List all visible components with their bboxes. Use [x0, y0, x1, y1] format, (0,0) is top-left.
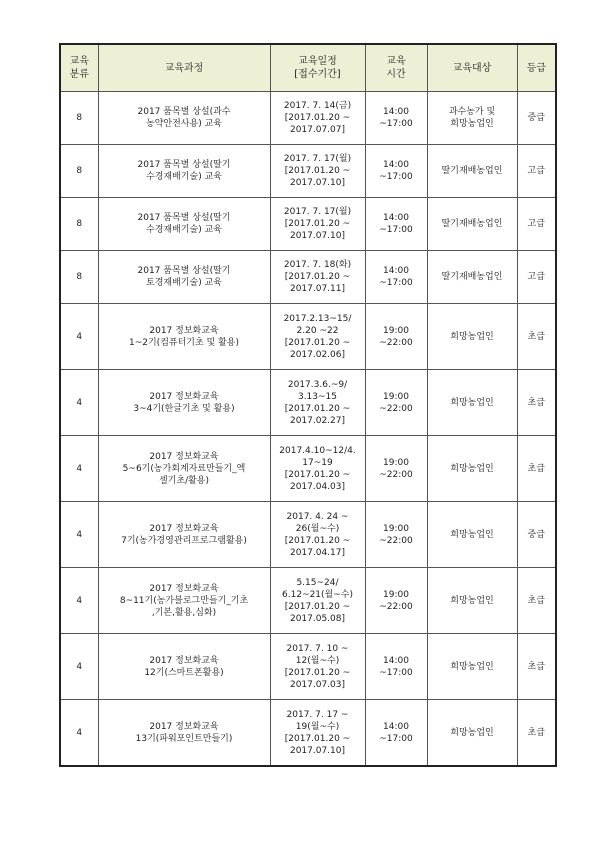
cell-time-line: 19:00: [383, 523, 409, 534]
table-row: [60, 568, 556, 634]
cell-schedule-line: 2017.07.10]: [289, 231, 346, 241]
cell-level: 고급: [517, 145, 556, 198]
cell-schedule-line: 2017.04.17]: [289, 547, 346, 558]
cell-level: 고급: [517, 198, 556, 251]
cell-course-line: 2017 정보화교육: [149, 391, 219, 402]
cell-target: [427, 198, 517, 251]
cell-schedule-line: 2017.2.13~15/: [283, 313, 352, 324]
cell-schedule: [270, 502, 365, 568]
cell-course-line: 2017 품목별 상설(딸기: [137, 213, 231, 223]
header-time: 교육 시간: [365, 44, 427, 92]
cell-time-line: ~17:00: [379, 225, 413, 235]
cell-level: 초급: [517, 304, 556, 370]
cell-time: [365, 370, 427, 436]
cell-schedule-line: 2017.07.10]: [289, 745, 346, 756]
table-row: [60, 700, 556, 767]
cell-schedule: [270, 436, 365, 502]
cell-category: 4: [60, 304, 98, 370]
cell-schedule-line: 2017.02.06]: [289, 349, 346, 360]
cell-time-line: ~22:00: [379, 337, 413, 348]
cell-level: 중급: [517, 92, 556, 145]
cell-category: 8: [60, 198, 98, 251]
cell-schedule: [270, 198, 365, 251]
cell-target-line: 희망농업인: [450, 397, 494, 408]
cell-level: 초급: [517, 634, 556, 700]
cell-schedule-line: [2017.01.20 ~: [284, 166, 351, 176]
cell-schedule-line: 2017.04.03]: [289, 481, 346, 492]
cell-level: 초급: [517, 436, 556, 502]
cell-category: 4: [60, 700, 98, 767]
cell-schedule-line: [2017.01.20 ~: [284, 403, 351, 414]
cell-target-line: 딸기재배농업인: [441, 219, 503, 229]
cell-time: [365, 568, 427, 634]
cell-course-line: 2017 품목별 상설(딸기: [137, 160, 231, 170]
cell-schedule-line: [2017.01.20 ~: [284, 601, 351, 612]
cell-target: [427, 634, 517, 700]
cell-category: 4: [60, 634, 98, 700]
cell-schedule-line: 2017. 7. 18(화): [283, 260, 352, 270]
cell-category: 4: [60, 436, 98, 502]
cell-course-line: 13기(파워포인트만들기): [135, 733, 233, 744]
table-row: [60, 198, 556, 251]
cell-course-line: 8~11기(농가블로그만들기_기초: [119, 595, 249, 606]
cell-course-line: 수경재배기술) 교육: [146, 225, 222, 235]
cell-schedule-line: 6.12~21(월~수): [282, 589, 353, 600]
cell-course: [98, 92, 270, 145]
cell-level: 초급: [517, 700, 556, 767]
cell-schedule-line: 2.20 ~22: [296, 325, 339, 336]
cell-time-line: ~22:00: [379, 469, 413, 480]
header-row: [60, 44, 556, 92]
cell-target-line: 딸기재배농업인: [441, 166, 503, 176]
cell-course-line: 2017 품목별 상설(딸기: [137, 266, 231, 276]
cell-schedule: [270, 304, 365, 370]
cell-target: [427, 92, 517, 145]
header-target: 교육대상: [427, 44, 517, 92]
cell-schedule-line: 12(월~수): [295, 655, 340, 666]
cell-course-line: 2017 정보화교육: [149, 325, 219, 336]
cell-time-line: ~17:00: [379, 119, 413, 129]
cell-time-line: 19:00: [383, 457, 409, 468]
cell-target: [427, 700, 517, 767]
cell-time-line: 14:00: [383, 655, 409, 666]
cell-schedule-line: 2017.02.27]: [289, 415, 346, 426]
cell-level: 초급: [517, 568, 556, 634]
cell-time-line: 19:00: [383, 589, 409, 600]
cell-time-line: 14:00: [383, 266, 409, 276]
cell-course-line: 2017 정보화교육: [149, 721, 219, 732]
table-row: [60, 436, 556, 502]
cell-time: [365, 251, 427, 304]
cell-schedule: [270, 700, 365, 767]
cell-schedule-line: [2017.01.20 ~: [284, 113, 351, 123]
cell-time-line: ~17:00: [379, 733, 413, 744]
cell-level: 초급: [517, 370, 556, 436]
cell-schedule-line: [2017.01.20 ~: [284, 337, 351, 348]
cell-schedule-line: [2017.01.20 ~: [284, 667, 351, 678]
cell-course-line: 5~6기(농가회계자료만들기_엑: [122, 463, 246, 474]
cell-course-line: 2017 정보화교육: [149, 523, 219, 534]
table-row: [60, 251, 556, 304]
cell-time: [365, 634, 427, 700]
header-level: 등급: [517, 44, 556, 92]
cell-schedule: [270, 370, 365, 436]
cell-course: [98, 370, 270, 436]
cell-time: [365, 436, 427, 502]
cell-schedule-line: 2017.07.07]: [289, 125, 346, 135]
cell-schedule-line: 2017.3.6.~9/: [287, 379, 348, 390]
cell-time-line: 14:00: [383, 213, 409, 223]
cell-time: [365, 92, 427, 145]
cell-course: [98, 304, 270, 370]
cell-course: [98, 251, 270, 304]
cell-category: 4: [60, 502, 98, 568]
cell-time-line: ~22:00: [379, 535, 413, 546]
cell-course-line: 수경재배기술) 교육: [146, 172, 222, 182]
education-schedule-page: [59, 43, 555, 767]
cell-course-line: 2017 정보화교육: [149, 451, 219, 462]
cell-target-line: 과수농가 및: [448, 107, 496, 117]
cell-target: [427, 370, 517, 436]
cell-target-line: 희망농업인: [450, 331, 494, 342]
cell-time-line: 14:00: [383, 107, 409, 117]
cell-time-line: ~22:00: [379, 601, 413, 612]
cell-time-line: ~17:00: [379, 667, 413, 678]
cell-level: 고급: [517, 251, 556, 304]
table-body: [60, 92, 556, 767]
cell-schedule: [270, 145, 365, 198]
cell-schedule-line: 2017.07.03]: [289, 679, 346, 690]
cell-target: [427, 568, 517, 634]
cell-schedule-line: 2017. 7. 14(금): [283, 101, 352, 111]
education-schedule-table: [59, 43, 557, 767]
cell-course-line: 2017 품목별 상설(과수: [137, 107, 231, 117]
cell-schedule-line: 2017.07.11]: [289, 284, 346, 294]
cell-course: [98, 198, 270, 251]
cell-schedule-line: 2017. 4. 24 ~: [286, 511, 349, 522]
cell-schedule-line: [2017.01.20 ~: [284, 535, 351, 546]
cell-target: [427, 304, 517, 370]
cell-time-line: ~17:00: [379, 172, 413, 182]
cell-schedule: [270, 568, 365, 634]
cell-time-line: ~17:00: [379, 278, 413, 288]
cell-time-line: 14:00: [383, 721, 409, 732]
cell-schedule-line: 19(월~수): [295, 721, 340, 732]
cell-course-line: ,기본,활용,심화): [151, 607, 217, 618]
cell-time-line: 19:00: [383, 325, 409, 336]
cell-time-line: 19:00: [383, 391, 409, 402]
cell-target-line: 희망농업인: [450, 727, 494, 738]
cell-course-line: 2017 정보화교육: [149, 655, 219, 666]
cell-schedule-line: 26(월~수): [295, 523, 340, 534]
table-row: [60, 502, 556, 568]
cell-schedule: [270, 92, 365, 145]
cell-time-line: ~22:00: [379, 403, 413, 414]
cell-time: [365, 304, 427, 370]
cell-schedule-line: [2017.01.20 ~: [284, 219, 351, 229]
header-schedule: 교육일정 [접수기간]: [270, 44, 365, 92]
cell-course: [98, 700, 270, 767]
cell-category: 8: [60, 145, 98, 198]
cell-schedule: [270, 251, 365, 304]
cell-level: 중급: [517, 502, 556, 568]
cell-target-line: 희망농업인: [450, 119, 494, 129]
cell-course-line: 3~4기(한글기초 및 활용): [133, 403, 235, 414]
table-row: [60, 370, 556, 436]
table-row: [60, 145, 556, 198]
cell-time: [365, 700, 427, 767]
cell-target-line: 희망농업인: [450, 463, 494, 474]
cell-target: [427, 251, 517, 304]
cell-target-line: 딸기재배농업인: [441, 272, 503, 282]
cell-category: 4: [60, 568, 98, 634]
cell-course-line: 2017 정보화교육: [149, 583, 219, 594]
cell-time: [365, 198, 427, 251]
cell-course: [98, 145, 270, 198]
cell-course-line: 7기(농가경영관리프로그램활용): [121, 535, 247, 546]
cell-target-line: 희망농업인: [450, 529, 494, 540]
header-course: 교육과정: [98, 44, 270, 92]
cell-schedule-line: 2017.4.10~12/4.: [279, 445, 356, 456]
cell-course-line: 셀기초/활용): [158, 475, 209, 486]
cell-category: 8: [60, 92, 98, 145]
cell-schedule-line: 17~19: [302, 457, 333, 468]
cell-course: [98, 634, 270, 700]
cell-course: [98, 502, 270, 568]
cell-schedule-line: 2017. 7. 17 ~: [286, 709, 349, 720]
cell-time: [365, 502, 427, 568]
cell-course-line: 토경재배기술) 교육: [146, 278, 222, 288]
table-row: [60, 634, 556, 700]
cell-target: [427, 502, 517, 568]
table-row: [60, 92, 556, 145]
cell-schedule-line: 5.15~24/: [296, 577, 339, 588]
cell-schedule-line: 3.13~15: [297, 391, 338, 402]
cell-category: 4: [60, 370, 98, 436]
cell-course-line: 12기(스마트폰활용): [144, 667, 224, 678]
table-row: [60, 304, 556, 370]
cell-schedule-line: [2017.01.20 ~: [284, 469, 351, 480]
header-category: 교육 분류: [60, 44, 98, 92]
cell-target: [427, 436, 517, 502]
cell-schedule-line: 2017. 7. 10 ~: [286, 643, 349, 654]
cell-course: [98, 436, 270, 502]
cell-course-line: 1~2기(컴퓨터기초 및 활용): [129, 337, 239, 348]
cell-schedule-line: 2017.05.08]: [289, 613, 346, 624]
cell-schedule-line: [2017.01.20 ~: [284, 272, 351, 282]
cell-time-line: 14:00: [383, 160, 409, 170]
cell-course-line: 농약안전사용) 교육: [146, 119, 222, 129]
cell-time: [365, 145, 427, 198]
cell-course: [98, 568, 270, 634]
cell-target-line: 희망농업인: [450, 595, 494, 606]
cell-target: [427, 145, 517, 198]
cell-schedule-line: 2017. 7. 17(월): [283, 207, 352, 217]
cell-schedule-line: 2017.07.10]: [289, 178, 346, 188]
cell-schedule-line: 2017. 7. 17(월): [283, 154, 352, 164]
cell-schedule: [270, 634, 365, 700]
cell-schedule-line: [2017.01.20 ~: [284, 733, 351, 744]
cell-category: 8: [60, 251, 98, 304]
cell-target-line: 희망농업인: [450, 661, 494, 672]
